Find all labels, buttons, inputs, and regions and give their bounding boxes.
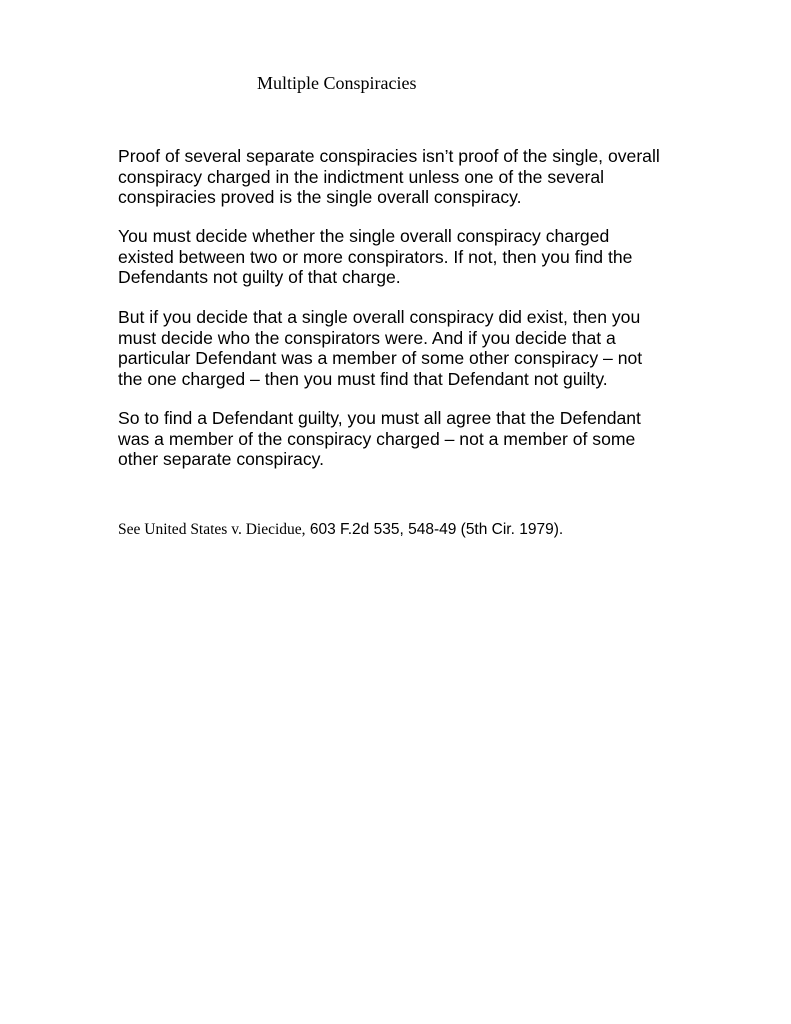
- paragraph-line: But if you decide that a single overall conspiracy did exist, then you: [118, 307, 641, 327]
- paragraph-line: You must decide whether the single overall conspiracy charged: [118, 226, 610, 246]
- paragraph-3: [118, 307, 698, 389]
- paragraph-4: [118, 408, 698, 470]
- paragraph-line: conspiracies proved is the single overall conspiracy.: [118, 187, 522, 207]
- paragraph-1: [118, 146, 698, 208]
- paragraph-line: So to find a Defendant guilty, you must all agree that the Defendant: [118, 408, 641, 428]
- case-citation: [118, 521, 563, 539]
- citation-reference: 603 F.2d 535, 548-49 (5th Cir. 1979).: [305, 521, 564, 538]
- paragraph-line: the one charged – then you must find that Defendant not guilty.: [118, 368, 608, 389]
- paragraph-line: Defendants not guilty of that charge.: [118, 267, 401, 287]
- paragraph-line: must decide who the conspirators were. And if you decide that a: [118, 327, 616, 348]
- paragraph-line: conspiracy charged in the indictment unless one of the several: [118, 166, 605, 187]
- paragraph-line: Proof of several separate conspiracies isn’t proof of the single, overall: [118, 146, 660, 166]
- document-title: Multiple Conspiracies: [257, 73, 417, 93]
- citation-case-name: See United States v. Diecidue,: [118, 521, 306, 538]
- paragraph-line: particular Defendant was a member of some other conspiracy – not: [118, 348, 643, 368]
- paragraph-line: other separate conspiracy.: [118, 449, 325, 469]
- paragraph-line: was a member of the conspiracy charged – not a member of some: [118, 428, 636, 449]
- paragraph-2: [118, 226, 698, 288]
- paragraph-line: existed between two or more conspirators. If not, then you find the: [118, 246, 633, 267]
